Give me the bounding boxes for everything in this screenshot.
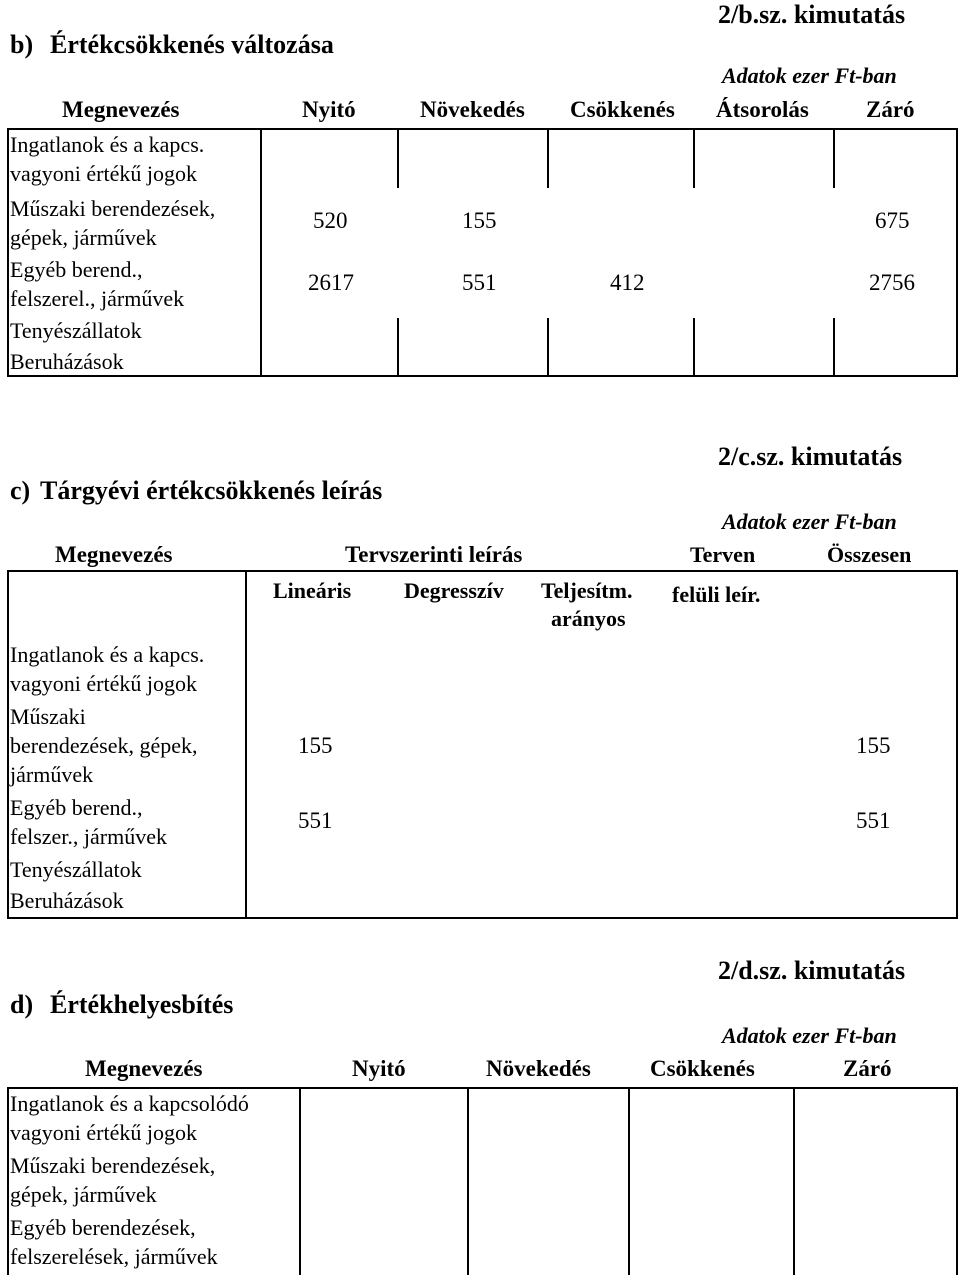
b-row-muszaki-label: Műszaki berendezések, gépek, járművek xyxy=(10,196,216,250)
d-col-novekedes: Növekedés xyxy=(486,1056,591,1081)
c-row-muszaki-label: Műszaki berendezések, gépek, járművek xyxy=(10,704,198,787)
section-d-letter: d) xyxy=(10,990,34,1019)
c-sub-aranyos: arányos xyxy=(551,606,626,631)
b-col-zaro: Záró xyxy=(866,97,915,122)
b-col-csokkenes: Csökkenés xyxy=(570,97,675,122)
c-row-tenyesz-label: Tenyészállatok xyxy=(10,857,142,882)
b-muszaki-zaro: 675 xyxy=(875,208,910,233)
c-sub-degressziv: Degresszív xyxy=(404,578,504,603)
c-col-tervszerinti: Tervszerinti leírás xyxy=(345,542,523,567)
c-col-megnevezes: Megnevezés xyxy=(55,542,173,567)
c-row-ingatlanok-label: Ingatlanok és a kapcs. vagyoni értékű jogok xyxy=(10,642,205,696)
c-sub-teljesitm: Teljesítm. xyxy=(541,578,633,603)
c-egyeb-osszesen: 551 xyxy=(856,808,891,833)
section-b-ref: 2/b.sz. kimutatás xyxy=(718,0,906,29)
b-row-tenyesz-label: Tenyészállatok xyxy=(10,318,142,343)
d-row-ingatlanok-label: Ingatlanok és a kapcsolódó vagyoni értékű jogok xyxy=(10,1091,249,1145)
b-muszaki-nyito: 520 xyxy=(313,208,348,233)
b-egyeb-zaro: 2756 xyxy=(869,270,915,295)
c-muszaki-linearis: 155 xyxy=(298,733,333,758)
c-row-egyeb-label: Egyéb berend., felszer., járművek xyxy=(10,795,167,849)
c-col-terven: Terven xyxy=(690,542,756,567)
d-row-muszaki-label: Műszaki berendezések, gépek, járművek xyxy=(10,1153,216,1207)
c-col-osszesen: Összesen xyxy=(827,542,912,567)
c-sub-feluli: felüli leír. xyxy=(672,582,761,607)
b-col-nyito: Nyitó xyxy=(302,97,356,122)
b-col-megnevezes: Megnevezés xyxy=(62,97,180,122)
section-c-ref: 2/c.sz. kimutatás xyxy=(718,442,903,471)
section-b-unit: Adatok ezer Ft-ban xyxy=(722,63,897,88)
section-b-title: Értékcsökkenés változása xyxy=(50,30,334,59)
d-col-megnevezes: Megnevezés xyxy=(85,1056,203,1081)
c-sub-linearis: Lineáris xyxy=(273,578,352,603)
b-col-atsorolas: Átsorolás xyxy=(716,97,809,122)
d-col-nyito: Nyitó xyxy=(352,1056,406,1081)
c-egyeb-linearis: 551 xyxy=(298,808,333,833)
b-col-novekedes: Növekedés xyxy=(420,97,525,122)
d-col-csokkenes: Csökkenés xyxy=(650,1056,755,1081)
b-row-egyeb-label: Egyéb berend., felszerel., járművek xyxy=(10,257,185,311)
b-egyeb-novekedes: 551 xyxy=(462,270,497,295)
section-d-unit: Adatok ezer Ft-ban xyxy=(722,1023,897,1048)
c-row-beruhazasok-label: Beruházások xyxy=(10,888,124,913)
b-row-beruhazasok-label: Beruházások xyxy=(10,349,124,374)
section-c-letter: c) xyxy=(10,476,31,505)
d-row-egyeb-label: Egyéb berendezések, felszerelések, járművek xyxy=(10,1215,218,1269)
section-b-letter: b) xyxy=(10,30,34,59)
section-d-title: Értékhelyesbítés xyxy=(50,990,234,1019)
b-egyeb-csokkenes: 412 xyxy=(610,270,645,295)
d-col-zaro: Záró xyxy=(843,1056,892,1081)
b-muszaki-novekedes: 155 xyxy=(462,208,497,233)
section-c-title: Tárgyévi értékcsökkenés leírás xyxy=(40,476,383,505)
c-muszaki-osszesen: 155 xyxy=(856,733,891,758)
section-c-unit: Adatok ezer Ft-ban xyxy=(722,509,897,534)
b-row-ingatlanok-label: Ingatlanok és a kapcs. vagyoni értékű jogok xyxy=(10,132,205,186)
section-d-ref: 2/d.sz. kimutatás xyxy=(718,956,906,985)
b-egyeb-nyito: 2617 xyxy=(308,270,354,295)
